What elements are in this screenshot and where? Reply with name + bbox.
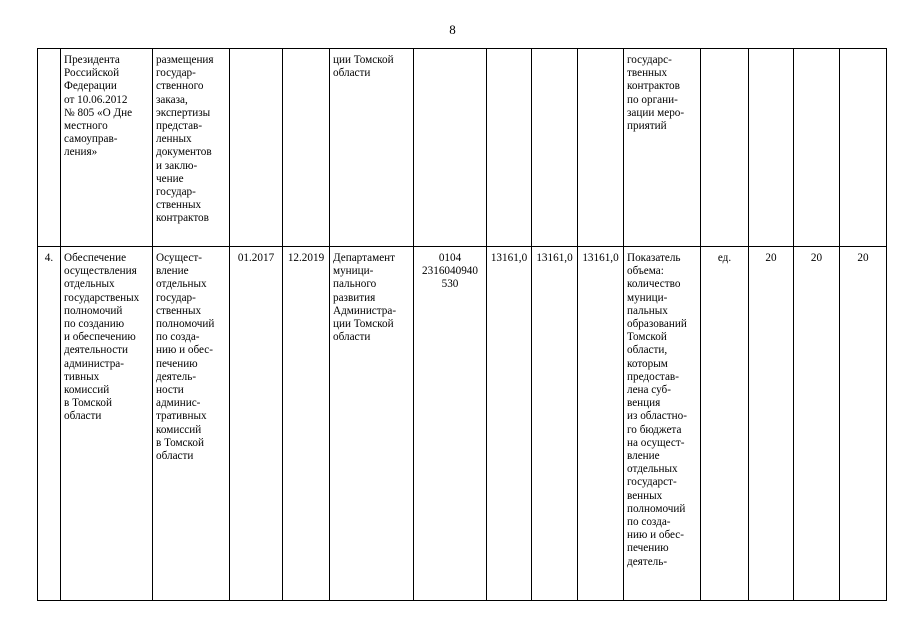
cell-value-3: 20 [840,247,887,601]
cell-name: Обеспечение осуществления отдельных государственых полномочий по созданию и обеспечению деятельности администра- тивных комиссий в Томской области [61,247,153,601]
cell-value-1 [749,49,794,247]
cell-indicator: государс- твенных контрактов по органи- зации меро- приятий [624,49,701,247]
cell-value-1: 20 [749,247,794,601]
cell-sum-1 [487,49,532,247]
cell-action: размещения государ- ственного заказа, экспертизы представ- ленных документов и заклю- чение государ- ственных контрактов [153,49,230,247]
cell-value-2: 20 [794,247,840,601]
cell-sum-2: 13161,0 [532,247,578,601]
cell-sum-2 [532,49,578,247]
cell-sum-3 [578,49,624,247]
cell-end: 12.2019 [283,247,330,601]
cell-unit: ед. [701,247,749,601]
cell-start [230,49,283,247]
cell-unit [701,49,749,247]
cell-value-2 [794,49,840,247]
cell-executor: Департамент муници- пального развития Администра- ции Томской области [330,247,414,601]
cell-action: Осущест- вление отдельных государ- ственных полномочий по созда- нию и обес- печению деятель- ности админис- тративных комиссий в Томской области [153,247,230,601]
table-row [38,247,887,601]
cell-executor: ции Томской области [330,49,414,247]
cell-num [38,49,61,247]
cell-start: 01.2017 [230,247,283,601]
cell-end [283,49,330,247]
cell-num: 4. [38,247,61,601]
cell-sum-1: 13161,0 [487,247,532,601]
program-table [37,48,887,601]
cell-code: 0104 2316040940 530 [414,247,487,601]
cell-name: Президента Российской Федерации от 10.06.2012 № 805 «О Дне местного самоуправ- ления» [61,49,153,247]
cell-sum-3: 13161,0 [578,247,624,601]
table-row [38,49,887,247]
cell-indicator: Показатель объема: количество муници- пальных образований Томской области, которым предостав- лена суб- венция из областно- го бюджета на осущест- вление отдельных государст- венных полномочий по созда- нию и обес- печению деятель- [624,247,701,601]
page-number: 8 [449,22,456,37]
cell-code [414,49,487,247]
cell-value-3 [840,49,887,247]
